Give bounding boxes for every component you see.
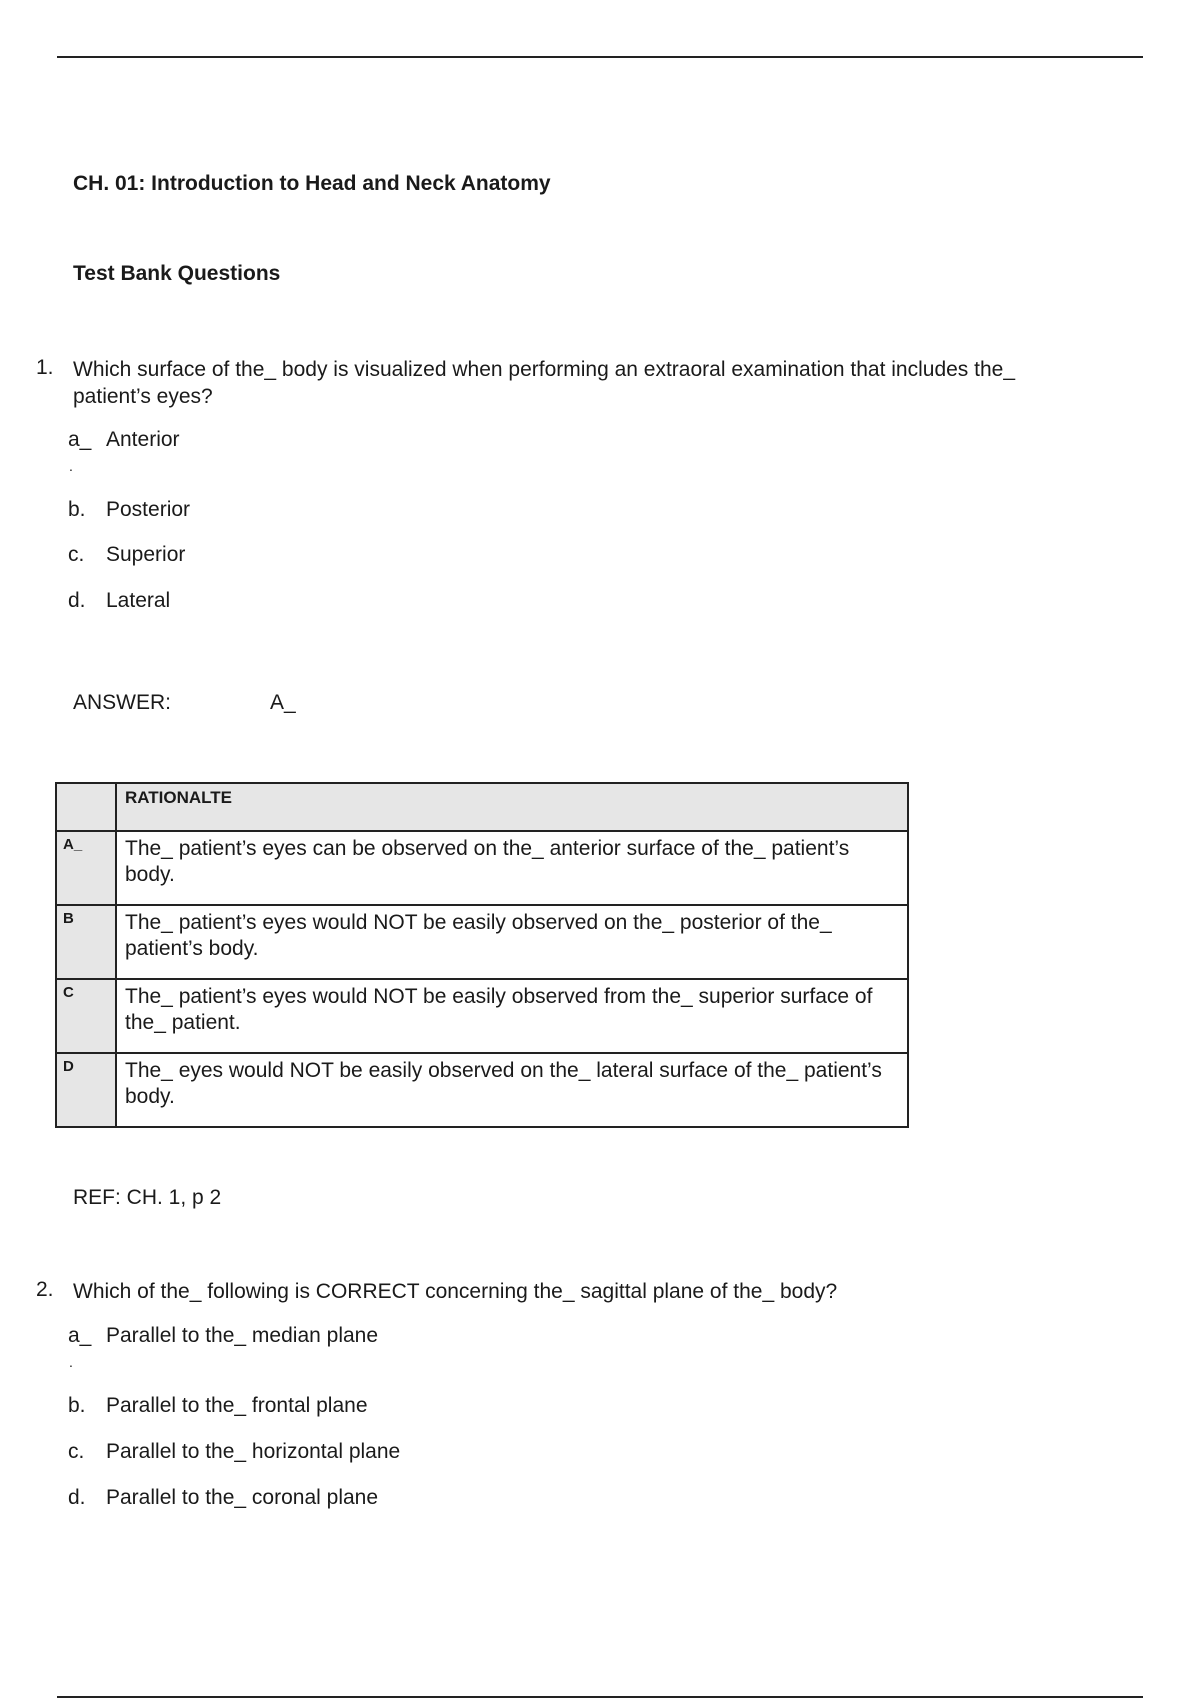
top-rule bbox=[57, 56, 1143, 58]
rationale-row bbox=[56, 831, 908, 905]
rationale-table bbox=[55, 782, 909, 1128]
option-letter: d. bbox=[68, 1486, 86, 1509]
option-text: Lateral bbox=[106, 589, 171, 612]
question-1-option-a bbox=[68, 428, 180, 452]
question-2-option-c bbox=[68, 1440, 400, 1464]
rationale-letter: A_ bbox=[56, 831, 116, 905]
option-letter: a_ bbox=[68, 1324, 92, 1347]
rationale-row bbox=[56, 1053, 908, 1127]
option-letter: a_ bbox=[68, 428, 92, 451]
reference: REF: CH. 1, p 2 bbox=[73, 1186, 222, 1209]
rationale-letter: C bbox=[56, 979, 116, 1053]
stray-dot: . bbox=[69, 458, 73, 474]
question-2-option-d bbox=[68, 1486, 378, 1510]
option-text: Parallel to the_ horizontal plane bbox=[106, 1440, 401, 1463]
rationale-header: RATIONALTE bbox=[116, 783, 908, 831]
rationale-row bbox=[56, 979, 908, 1053]
question-1-option-c bbox=[68, 543, 185, 567]
section-title: Test Bank Questions bbox=[73, 262, 281, 285]
rationale-text: The_ patient’s eyes can be observed on the_ anterior surface of the_ patient’s body. bbox=[116, 831, 908, 905]
option-letter: c. bbox=[68, 1440, 85, 1463]
question-1-number: 1. bbox=[36, 356, 54, 379]
stray-dot: . bbox=[69, 1354, 73, 1370]
rationale-row bbox=[56, 905, 908, 979]
question-2-option-b bbox=[68, 1394, 368, 1418]
option-letter: d. bbox=[68, 589, 86, 612]
option-letter: b. bbox=[68, 498, 86, 521]
rationale-header-row bbox=[56, 783, 908, 831]
question-1-text: Which surface of the_ body is visualized when performing an extraoral examination that includes the_ patient’s eyes? bbox=[73, 358, 1016, 408]
option-text: Superior bbox=[106, 543, 186, 566]
option-letter: b. bbox=[68, 1394, 86, 1417]
option-text: Parallel to the_ median plane bbox=[106, 1324, 379, 1347]
rationale-text: The_ patient’s eyes would NOT be easily observed on the_ posterior of the_ patient’s body. bbox=[116, 905, 908, 979]
answer-value: A_ bbox=[270, 691, 296, 714]
rationale-letter: B bbox=[56, 905, 116, 979]
bottom-rule bbox=[57, 1696, 1143, 1698]
rationale-letter: D bbox=[56, 1053, 116, 1127]
answer-label: ANSWER: bbox=[73, 691, 172, 714]
question-2-number: 2. bbox=[36, 1278, 54, 1301]
option-text: Anterior bbox=[106, 428, 180, 451]
question-2-text: Which of the_ following is CORRECT concerning the_ sagittal plane of the_ body? bbox=[73, 1280, 838, 1303]
chapter-title: CH. 01: Introduction to Head and Neck Anatomy bbox=[73, 172, 551, 195]
option-text: Posterior bbox=[106, 498, 191, 521]
rationale-header-blank bbox=[56, 783, 116, 831]
question-1-option-d bbox=[68, 589, 170, 613]
option-text: Parallel to the_ frontal plane bbox=[106, 1394, 368, 1417]
question-1-option-b bbox=[68, 498, 190, 522]
option-letter: c. bbox=[68, 543, 85, 566]
option-text: Parallel to the_ coronal plane bbox=[106, 1486, 379, 1509]
question-2-option-a bbox=[68, 1324, 378, 1348]
rationale-text: The_ patient’s eyes would NOT be easily observed from the_ superior surface of the_ patient. bbox=[116, 979, 908, 1053]
rationale-text: The_ eyes would NOT be easily observed on the_ lateral surface of the_ patient’s body. bbox=[116, 1053, 908, 1127]
